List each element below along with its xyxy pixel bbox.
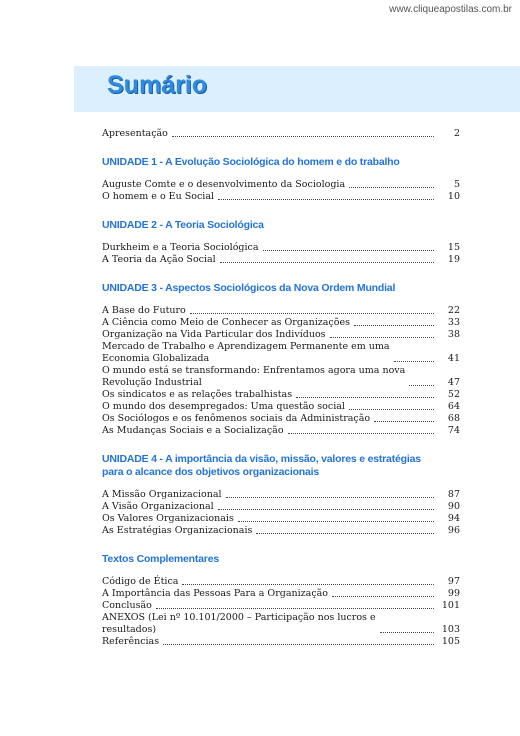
dot-leader — [218, 509, 434, 510]
dot-leader — [296, 397, 434, 398]
toc-entry — [102, 341, 460, 365]
toc-entry-label: Os Sociólogos e os fenômenos sociais da Administração — [102, 413, 371, 424]
dot-leader — [218, 199, 434, 200]
toc-entry-label: Conclusão — [102, 600, 152, 611]
toc-entry — [102, 179, 460, 191]
toc-entry — [102, 600, 460, 612]
toc-entry-page: 38 — [447, 329, 460, 340]
toc-entry — [102, 489, 460, 501]
toc-entry-page: 52 — [447, 389, 460, 400]
dot-leader — [288, 433, 434, 434]
toc-entry-page: 2 — [453, 128, 460, 139]
dot-leader — [349, 409, 434, 410]
toc-entry-label: ANEXOS (Lei nº 10.101/2000 – Participação nos lucros e resultados) — [102, 612, 376, 635]
toc-entry-label: A Visão Organizacional — [102, 501, 214, 512]
toc-entry-page: 22 — [447, 305, 460, 316]
toc-entry — [102, 513, 460, 525]
toc-entry-label: Durkheim e a Teoria Sociológica — [102, 242, 259, 253]
toc-section — [102, 537, 460, 648]
toc-entry-label: As Mudanças Sociais e a Socialização — [102, 425, 284, 436]
dot-leader — [354, 325, 434, 326]
toc-entry — [102, 254, 460, 266]
toc-entry — [102, 501, 460, 513]
toc-entry-page: 94 — [447, 513, 460, 524]
toc-entry-page: 5 — [453, 179, 460, 190]
title-band — [74, 66, 520, 112]
dot-leader — [332, 596, 434, 597]
toc-entry-page: 47 — [447, 377, 460, 388]
page-title: Sumário — [107, 71, 208, 99]
dot-leader — [163, 644, 434, 645]
toc-entry-label: O mundo está se transformando: Enfrentamos agora uma nova Revolução Industrial — [102, 365, 406, 388]
toc-entry-label: O mundo dos desempregados: Uma questão social — [102, 401, 345, 412]
dot-leader — [226, 497, 434, 498]
toc-entry-page: 101 — [441, 600, 460, 611]
toc-entry — [102, 588, 460, 600]
toc-entry-label: A Ciência como Meio de Conhecer as Organizações — [102, 317, 350, 328]
toc-entry — [102, 425, 460, 437]
toc-entry-label: A Teoria da Ação Social — [102, 254, 216, 265]
toc-entry-label: Organização na Vida Particular dos Indivíduos — [102, 329, 326, 340]
toc-entry-page: 15 — [447, 242, 460, 253]
toc-entry-label: Os sindicatos e as relações trabalhistas — [102, 389, 293, 400]
toc-entry-label: A Importância das Pessoas Para a Organização — [102, 588, 329, 599]
toc-entry-label: A Missão Organizacional — [102, 489, 222, 500]
dot-leader — [394, 361, 434, 362]
toc-entry-page: 105 — [441, 636, 460, 647]
toc-entry-label: Auguste Comte e o desenvolvimento da Sociologia — [102, 179, 346, 190]
toc-entry-page: 74 — [447, 425, 460, 436]
toc-entry — [102, 242, 460, 254]
dot-leader — [409, 385, 434, 386]
unit-heading: UNIDADE 1 - A Evolução Sociológica do homem e do trabalho — [102, 156, 400, 168]
unit-heading: UNIDADE 3 - Aspectos Sociológicos da Nova Ordem Mundial — [102, 282, 396, 294]
toc-entry-page: 19 — [447, 254, 460, 265]
toc-entry-page: 90 — [447, 501, 460, 512]
toc-section — [102, 140, 460, 203]
dot-leader — [380, 632, 434, 633]
dot-leader — [190, 313, 434, 314]
dot-leader — [220, 262, 434, 263]
table-of-contents — [102, 128, 460, 648]
toc-entry — [102, 525, 460, 537]
toc-entry — [102, 317, 460, 329]
toc-entry-page: 33 — [447, 317, 460, 328]
toc-section — [102, 437, 460, 537]
toc-entry-label: Código de Ética — [102, 576, 179, 587]
toc-entry-intro — [102, 128, 460, 140]
toc-entry — [102, 413, 460, 425]
toc-entry-label: Os Valores Organizacionais — [102, 513, 234, 524]
dot-leader — [156, 608, 434, 609]
toc-entry — [102, 401, 460, 413]
toc-entry-page: 97 — [447, 576, 460, 587]
unit-heading: UNIDADE 4 - A importância da visão, missão, valores e estratégias para o alcance dos objetivos organizacionais — [102, 453, 421, 478]
toc-entry-page: 96 — [447, 525, 460, 536]
toc-entry-page: 99 — [447, 588, 460, 599]
toc-entry-label: Referências — [102, 636, 160, 647]
toc-entry-label: Apresentação — [102, 128, 168, 139]
toc-entry-page: 68 — [447, 413, 460, 424]
toc-entry-label: As Estratégias Organizacionais — [102, 525, 253, 536]
toc-section — [102, 203, 460, 266]
dot-leader — [349, 187, 434, 188]
toc-entry — [102, 329, 460, 341]
toc-entry — [102, 365, 460, 389]
unit-heading: Textos Complementares — [102, 553, 219, 565]
toc-entry-label: O homem e o Eu Social — [102, 191, 215, 202]
toc-entry-label: Mercado de Trabalho e Aprendizagem Permanente em uma Economia Globalizada — [102, 341, 390, 364]
unit-heading: UNIDADE 2 - A Teoria Sociológica — [102, 219, 264, 231]
toc-entry — [102, 389, 460, 401]
toc-entry-page: 64 — [447, 401, 460, 412]
toc-entry — [102, 612, 460, 636]
toc-entry-label: A Base do Futuro — [102, 305, 186, 316]
dot-leader — [330, 337, 434, 338]
dot-leader — [182, 584, 434, 585]
toc-entry-page: 10 — [447, 191, 460, 202]
toc-entry — [102, 305, 460, 317]
dot-leader — [374, 421, 434, 422]
dot-leader — [256, 533, 434, 534]
dot-leader — [172, 136, 434, 137]
toc-entry — [102, 636, 460, 648]
toc-entry — [102, 576, 460, 588]
site-url: www.cliqueapostilas.com.br — [389, 4, 512, 15]
toc-entry-page: 87 — [447, 489, 460, 500]
dot-leader — [263, 250, 434, 251]
toc-entry-page: 41 — [447, 353, 460, 364]
toc-entry-page: 103 — [441, 624, 460, 635]
dot-leader — [238, 521, 434, 522]
toc-section — [102, 266, 460, 437]
toc-entry — [102, 191, 460, 203]
